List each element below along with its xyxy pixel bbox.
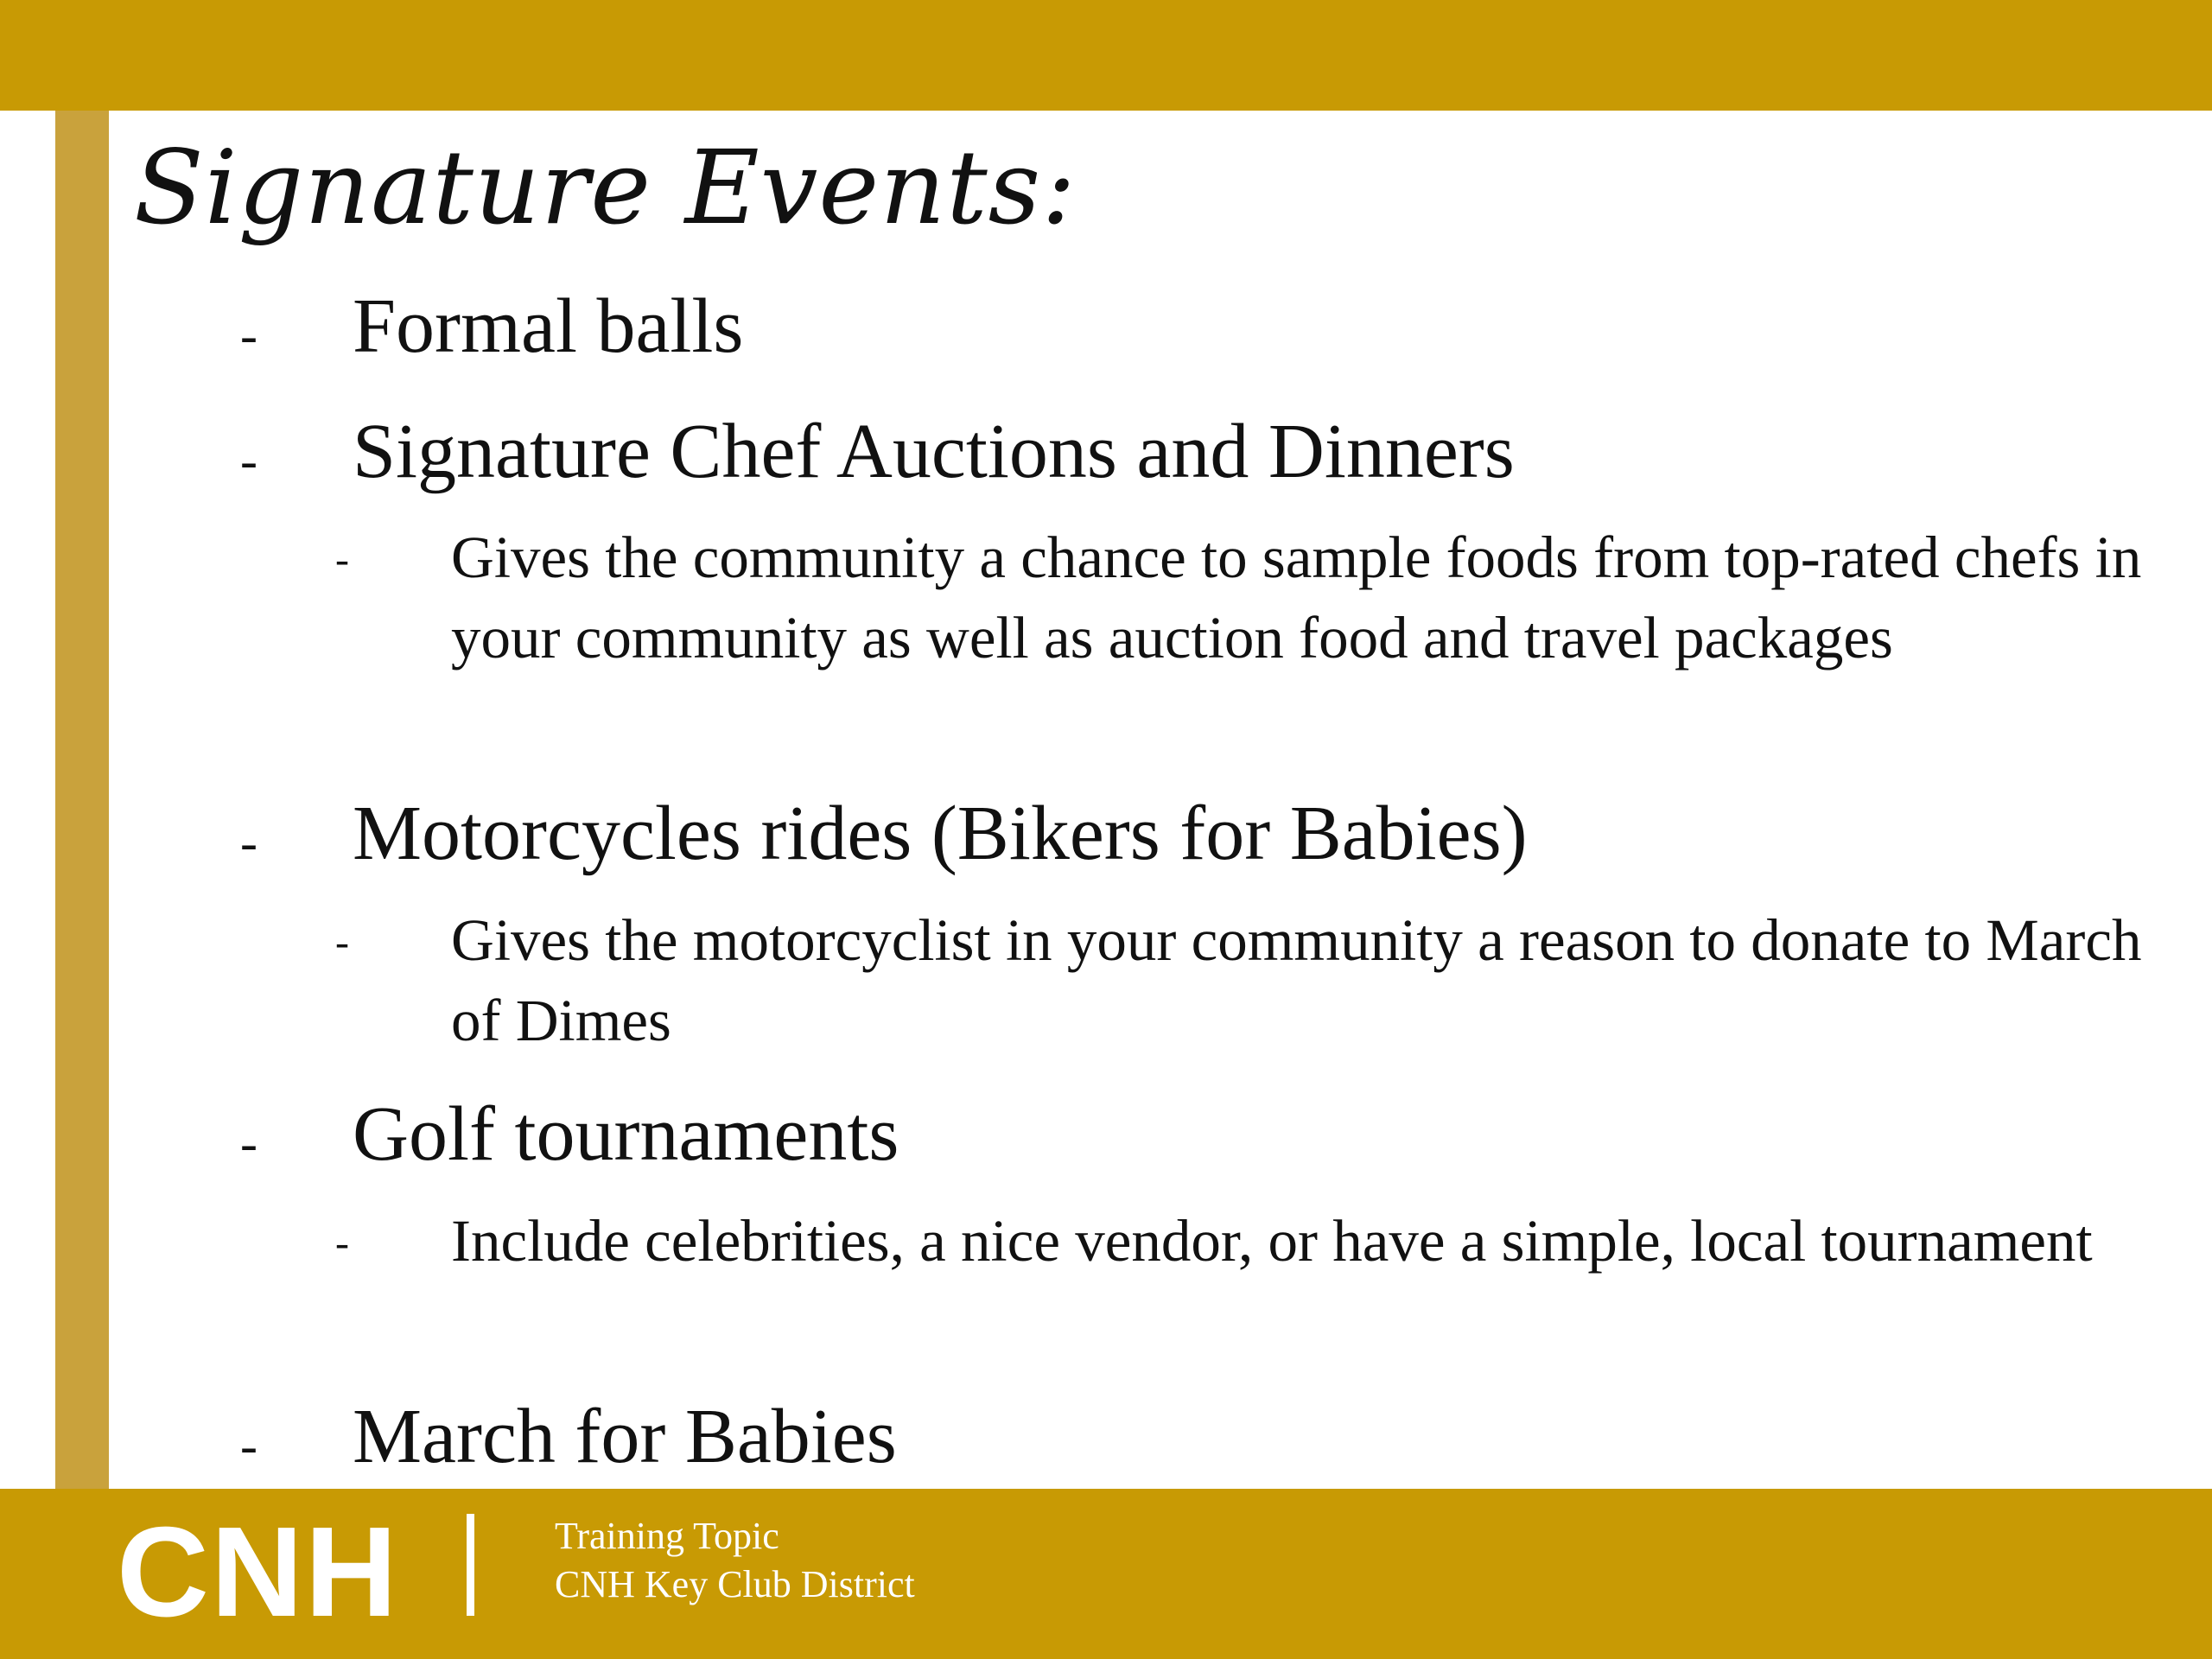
footer-line-district: CNH Key Club District bbox=[555, 1563, 915, 1605]
left-accent-bar bbox=[55, 111, 109, 1489]
footer-line-training-topic: Training Topic bbox=[555, 1515, 779, 1557]
list-item bbox=[240, 786, 1528, 881]
sub-list-item bbox=[335, 900, 2162, 1061]
bullet-dash: - bbox=[240, 432, 257, 489]
list-item bbox=[240, 404, 1515, 499]
bullet-dash: - bbox=[335, 919, 349, 965]
bullet-dash: - bbox=[240, 814, 257, 871]
footer-caption bbox=[555, 1512, 915, 1609]
list-item-text: Golf tournaments bbox=[353, 1091, 899, 1177]
list-item bbox=[240, 1389, 897, 1484]
list-item bbox=[240, 279, 744, 374]
top-bar bbox=[0, 0, 2212, 111]
slide-title: Signature Events: bbox=[134, 128, 1077, 247]
list-item bbox=[240, 1087, 899, 1182]
bullet-dash: - bbox=[240, 1417, 257, 1474]
list-item-text: Motorcycles rides (Bikers for Babies) bbox=[353, 791, 1528, 876]
sub-list-item-text: Gives the motorcyclist in your community a reason to donate to March of Dimes bbox=[451, 907, 2142, 1053]
bullet-dash: - bbox=[240, 307, 257, 364]
bullet-dash: - bbox=[240, 1115, 257, 1172]
list-item-text: March for Babies bbox=[353, 1394, 897, 1479]
sub-list-item-text: Gives the community a chance to sample foods from top-rated chefs in your community as well as auction food and travel packages bbox=[451, 524, 2142, 671]
sub-list-item-text: Include celebrities, a nice vendor, or have a simple, local tournament bbox=[451, 1208, 2093, 1274]
sub-list-item bbox=[335, 518, 2162, 678]
bullet-dash: - bbox=[335, 1220, 349, 1266]
footer-divider bbox=[467, 1514, 474, 1616]
sub-list-item bbox=[335, 1201, 2162, 1281]
list-item-text: Signature Chef Auctions and Dinners bbox=[353, 409, 1515, 494]
cnh-logo: CNH bbox=[117, 1501, 399, 1643]
list-item-text: Formal balls bbox=[353, 283, 744, 369]
bullet-dash: - bbox=[335, 537, 349, 582]
